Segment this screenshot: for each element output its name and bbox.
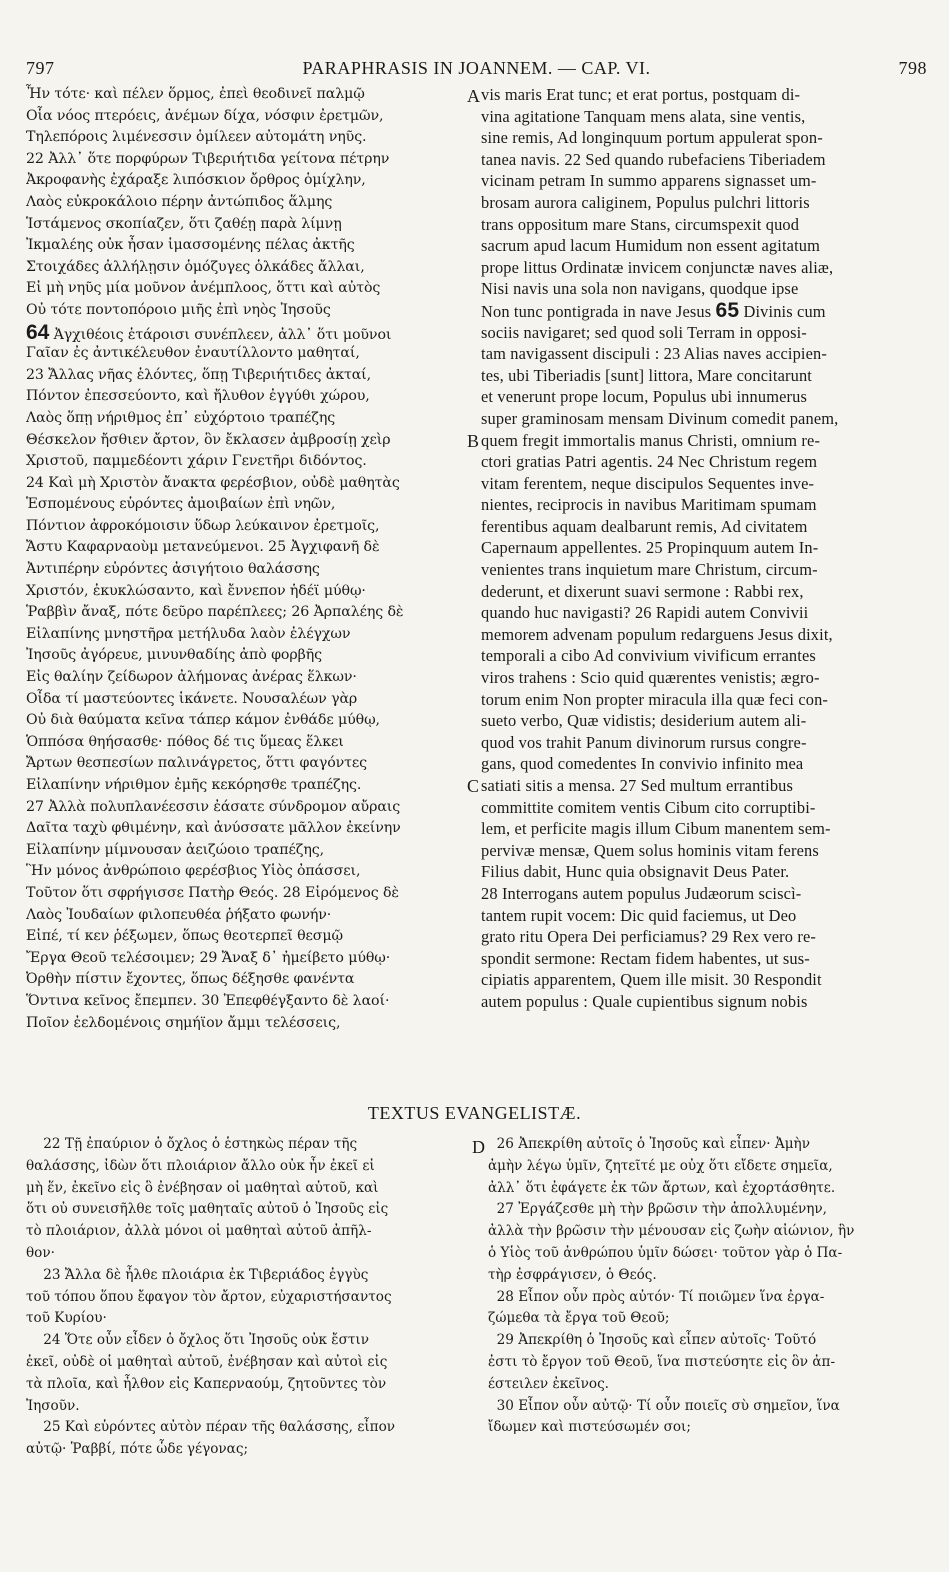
gospel-line: ἴδωμεν καὶ πιστεύσωμέν σοι; — [488, 1419, 691, 1436]
latin-line: dederunt, et dixerunt suavi sermone : Rabbi rex, — [481, 581, 804, 601]
greek-verse-line: Λαὸς εὐκροκάλοιο πέρην ἀντώπιδος ἅλμης — [26, 193, 333, 210]
gospel-line: 27 Ἐργάζεσθε μὴ τὴν βρῶσιν τὴν ἀπολλυμένην, — [488, 1201, 827, 1218]
latin-line: pervivæ mensæ, Quem solus hominis vitam ferens — [481, 840, 819, 860]
latin-line: vis maris Erat tunc; et erat portus, postquam di- — [481, 85, 801, 104]
latin-line: Capernaum appellentes. 25 Propinquum autem In- — [481, 538, 819, 558]
gospel-line: 26 Ἀπεκρίθη αὐτοῖς ὁ Ἰησοῦς καὶ εἶπεν· Ἀμὴν — [488, 1136, 810, 1152]
latin-line: sacrum apud lacum Humidum non essent agitatum — [481, 236, 821, 256]
gospel-line: θον· — [26, 1244, 55, 1261]
latin-line: gans, quod comedentes In convivio infinito mea — [481, 754, 804, 774]
greek-verse-line: Οὐ τότε ποντοπόροιο μιῆς ἐπὶ νηὸς Ἰησοῦς — [26, 301, 331, 318]
gospel-line: ἐκεῖ, οὐδὲ οἱ μαθηταὶ αὐτοῦ, ἐνέβησαν καὶ αὐτοὶ εἰς — [26, 1353, 388, 1370]
gospel-line: Ἰησοῦν. — [26, 1397, 80, 1414]
latin-line: vitam ferentem, neque discipulos Sequentes inve- — [481, 473, 815, 493]
latin-translation-column — [481, 84, 927, 1013]
running-title: PARAPHRASIS IN JOANNEM. — CAP. VI. — [302, 58, 651, 78]
latin-line: et venerunt prope locum, Populus ubi innumerus — [481, 387, 808, 407]
latin-line: quod vos trahit Panum divinorum rursus congre- — [481, 732, 807, 752]
latin-line: trans oppositum mare Stans, circumspexit quod — [481, 214, 800, 234]
greek-verse-line: Ἄρτων θεσπεσίων παλινάγρετος, ὅττι φαγόντες — [26, 755, 368, 772]
latin-line: nientes, reciprocis in navibus Maritimam spumam — [481, 495, 817, 515]
gospel-line: μὴ ἕν, ἐκεῖνο εἰς ὃ ἐνέβησαν οἱ μαθηταὶ αὐτοῦ, καὶ — [26, 1179, 379, 1196]
margin-letter-a: A — [467, 86, 480, 106]
latin-line — [481, 300, 927, 322]
greek-verse-line: Ἣν μόνος ἀνθρώποιο φερέσβιος Υἱὸς ὀπάσσει, — [26, 863, 361, 880]
gospel-line: έστειλεν ἐκεῖνος. — [488, 1375, 610, 1392]
greek-verse-line: Ἰησοῦς ἀγόρευε, μινυνθαδίης ἀπὸ φορβῆς — [26, 647, 322, 664]
greek-verse-line: Πόντον ἐπεσσεύοντο, καὶ ἤλυθον ἐγγύθι χώρου, — [26, 388, 370, 405]
margin-letter-c: C — [467, 776, 480, 796]
latin-line: ctori gratias Patri agentis. 24 Nec Christum regem — [481, 452, 818, 472]
latin-line: ferentibus aquam dealbarunt remis, Ad civitatem — [481, 516, 808, 536]
latin-line: prope littus Ordinatæ invicem conjunctæ naves aliæ, — [481, 257, 834, 277]
gospel-line: τὸ πλοιάριον, ἀλλὰ μόνοι οἱ μαθηταὶ αὐτοῦ ἀπῆλ- — [26, 1223, 372, 1240]
latin-line: lem, et perficite magis illum Cibum manentem sem- — [481, 819, 831, 839]
latin-line: tantem rupit vocem: Dic quid faciemus, ut Deo — [481, 905, 797, 925]
latin-line: sociis navigaret; sed quod soli Terram in opposi- — [481, 322, 807, 342]
greek-verse-line: Χριστόν, ἐκυκλώσαντο, καὶ ἔννεπον ἡδέϊ μύθῳ· — [26, 582, 366, 599]
greek-verse-line: Στοιχάδες ἀλλήλῃσιν ὁμόζυγες ὁλκάδες ἄλλαι, — [26, 258, 365, 275]
greek-paraphrase-column — [26, 84, 464, 1034]
gospel-line: 22 Τῇ ἐπαύριον ὁ ὄχλος ὁ ἑστηκὼς πέραν τῆς — [26, 1136, 358, 1152]
greek-verse-line: Ἄστυ Καφαρναοὺμ μετανεύμενοι. 25 Ἀγχιφανῆ δὲ — [26, 539, 380, 556]
latin-line: memorem advenam populum redarguens Jesus dixit, — [481, 624, 833, 644]
latin-line: torum enim Non propter miracula illa quæ feci con- — [481, 689, 829, 709]
latin-line: Filius dabit, Hunc quia obsignavit Deus Pater. — [481, 862, 790, 882]
greek-verse-line: Γαῖαν ἐς ἀντικέλευθον ἐναυτίλλοντο μαθηταί, — [26, 345, 360, 362]
greek-verse-line: 27 Ἀλλὰ πολυπλανέεσσιν ἐάσατε σύνδρομον αὔραις — [26, 798, 401, 815]
gospel-line: τὰ πλοῖα, καὶ ἦλθον εἰς Καπερναούμ, ζητοῦντες τὸν — [26, 1375, 387, 1392]
latin-line: vicinam petram In summo apparens signasset um- — [481, 171, 817, 191]
latin-line: Nisi navis una sola non navigans, quodque ipse — [481, 279, 799, 299]
line-text: Non tunc pontigrada in nave Jesus — [481, 301, 716, 321]
margin-letter-b: B — [467, 431, 480, 451]
latin-line: tanea navis. 22 Sed quando rubefaciens Tiberiadem — [481, 149, 826, 169]
margin-letter-d: D — [472, 1137, 485, 1157]
greek-verse-line — [26, 322, 464, 344]
gospel-line: 25 Καὶ εὑρόντες αὐτὸν πέραν τῆς θαλάσσης, εἶπον — [26, 1419, 396, 1436]
gospel-line: ἀλλ᾽ ὅτι ἐφάγετε ἐκ τῶν ἄρτων, καὶ ἐχορτάσθητε. — [488, 1179, 836, 1196]
latin-line: brosam aurora caliginem, Populus pulchri littoris — [481, 192, 810, 212]
gospel-line: τὴρ ἐσφράγισεν, ὁ Θεός. — [488, 1266, 657, 1283]
greek-verse-line: Εἰλαπίνην νήριθμον ἐμῆς κεκόρησθε τραπέζης. — [26, 777, 362, 793]
gospel-line: ἀλλὰ τὴν βρῶσιν τὴν μένουσαν εἰς ζωὴν αἰώνιον, ἣν — [488, 1223, 855, 1240]
greek-verse-line: Τηλεπόροις λιμένεσσιν ὁμίλεεν αὐτομάτη νηῦς. — [26, 129, 367, 146]
greek-verse-line: Χριστοῦ, παμμεδέοντι χάριν Γενετῆρι διδόντος. — [26, 453, 367, 470]
greek-verse-line: Εἰλαπίνης μνηστῆρα μετήλυδα λαὸν ἐλέγχων — [26, 625, 351, 642]
greek-verse-line: Εἰπέ, τί κεν ῥέξωμεν, ὅπως θεοτερπεῖ θεσμῷ — [26, 928, 343, 945]
greek-verse-line: Ποῖον ἐελδομένοις σημήϊον ἄμμι τελέσσεις, — [26, 1014, 341, 1031]
latin-line: cipiatis apparentem, Quem ille misit. 30 Respondit — [481, 970, 822, 990]
greek-verse-line: Πόντιον ἀφροκόμοισιν ὕδωρ λεύκαινον ἐρετμοῖς, — [26, 517, 380, 534]
greek-verse-line: 24 Καὶ μὴ Χριστὸν ἄνακτα φερέσβιον, οὐδὲ μαθητὰς — [26, 474, 400, 491]
greek-verse-line: Ἔργα Θεοῦ τελέσοιμεν; 29 Ἄναξ δ᾽ ἠμείβετο μύθῳ· — [26, 949, 391, 966]
gospel-line: 23 Ἄλλα δὲ ἦλθε πλοιάρια ἐκ Τιβεριάδος ἐγγὺς — [26, 1266, 369, 1283]
greek-verse-line: Ὅντινα κεῖνος ἔπεμπεν. 30 Ἐπεφθέγξαντο δὲ λαοί· — [26, 992, 390, 1009]
latin-line: quem fregit immortalis manus Christi, omnium re- — [481, 430, 821, 450]
gospel-text-left-column — [26, 1134, 468, 1461]
gospel-text-right-column — [488, 1134, 928, 1439]
latin-line: spondit sermone: Rectam fidem habentes, ut sus- — [481, 948, 810, 968]
gospel-line: 29 Ἀπεκρίθη ὁ Ἰησοῦς καὶ εἶπεν αὐτοῖς· Τοῦτό — [488, 1332, 817, 1349]
greek-verse-line: Οἷα νόος πτερόεις, ἀνέμων δίχα, νόσφιν ἐρετμῶν, — [26, 107, 384, 124]
latin-line: sine remis, Ad longinquum portum appulerat spon- — [481, 128, 823, 148]
gospel-line: ἐστι τὸ ἔργον τοῦ Θεοῦ, ἵνα πιστεύσητε εἰς ὃν ἀπ- — [488, 1353, 836, 1370]
line-text-after: Divinis cum — [739, 301, 826, 321]
latin-line: satiati sitis a mensa. 27 Sed multum errantibus — [481, 776, 794, 795]
greek-verse-line: Δαῖτα ταχὺ φθιμένην, καὶ ἀνύσσατε μᾶλλον ἐκείνην — [26, 820, 401, 837]
greek-verse-line: Οἶδα τί μαστεύοντες ἱκάνετε. Νουσαλέων γὰρ — [26, 690, 358, 707]
latin-line: committite comitem ventis Cibum cito corruptibi- — [481, 797, 816, 817]
latin-line: viros trahens : Scio quid quærentes venistis; ægro- — [481, 668, 820, 688]
greek-verse-line: 23 Ἄλλας νῆας ἑλόντες, ὅπῃ Τιβεριήτιδες ἀκταί, — [26, 366, 372, 383]
latin-line: venientes trans inquietum mare Christum, circum- — [481, 560, 818, 580]
greek-verse-line: Ἑσπομένους εὑρόντες ἀμοιβαίων ἐπὶ νηῶν, — [26, 496, 336, 513]
latin-line: sueto verbo, Quæ vidistis; desiderium autem ali- — [481, 711, 807, 731]
latin-line: temporali a cibo Ad convivium vivificum errantes — [481, 646, 816, 666]
gospel-line: ζώμεθα τὰ ἔργα τοῦ Θεοῦ; — [488, 1310, 670, 1327]
section-number: 65 — [715, 299, 740, 322]
greek-verse-line: Εἰς θαλίην ζείδωρον ἀλήμονας ἀνέρας ἕλκων· — [26, 669, 357, 686]
line-text: Ἀγχιθέοις ἑτάροισι συνέπλεεν, ἀλλ᾽ ὅτι μοῦνοι — [49, 326, 392, 343]
latin-line: quando huc navigasti? 26 Rapidi autem Convivii — [481, 603, 809, 623]
greek-verse-line: Ἱστάμενος σκοπίαζεν, ὅτι ζαθέῃ παρὰ λίμνῃ — [26, 215, 342, 232]
latin-line: super graminosam mensam Divinum comedit panem, — [481, 408, 839, 428]
gospel-line: ὁ Υἱὸς τοῦ ἀνθρώπου ὑμῖν δώσει· τοῦτον γὰρ ὁ Πα- — [488, 1244, 843, 1261]
gospel-line: αὐτῷ· Ῥαββί, πότε ὧδε γέγονας; — [26, 1441, 249, 1458]
greek-verse-line: Ὁππόσα θηήσασθε· πόθος δέ τις ὕμεας ἕλκει — [26, 733, 344, 750]
latin-line: tes, ubi Tiberiadis [sunt] littora, Mare concitarunt — [481, 365, 813, 385]
gospel-line: 28 Εἶπον οὖν πρὸς αὐτόν· Τί ποιῶμεν ἵνα ἐργα- — [488, 1288, 825, 1305]
greek-verse-line: Λαὸς ὅπῃ νήριθμος ἐπ᾽ εὐχόρτοιο τραπέζης — [26, 409, 336, 426]
gospel-line: 30 Εἶπον οὖν αὐτῷ· Τί οὖν ποιεῖς σὺ σημεῖον, ἵνα — [488, 1397, 840, 1414]
gospel-line: τοῦ τόπου ὅπου ἔφαγον τὸν ἄρτον, εὐχαριστήσαντος — [26, 1288, 392, 1305]
gospel-line: θαλάσσης, ἰδὼν ὅτι πλοιάριον ἄλλο οὐκ ἦν ἐκεῖ εἰ — [26, 1157, 375, 1174]
greek-verse-line: Εἰ μὴ νηῦς μία μοῦνον ἀνέμπλοος, ὅττι καὶ αὐτὸς — [26, 280, 381, 297]
gospel-line: ὅτι οὐ συνεισῆλθε τοῖς μαθηταῖς αὐτοῦ ὁ Ἰησοῦς εἰς — [26, 1201, 389, 1218]
greek-verse-line: Οὐ διὰ θαύματα κεῖνα τάπερ κάμον ἐνθάδε μύθῳ, — [26, 712, 380, 729]
greek-verse-line: Ὀρθὴν πίστιν ἔχοντες, ὅπως δέξησθε φανέντα — [26, 971, 355, 988]
gospel-line: 24 Ὅτε οὖν εἶδεν ὁ ὄχλος ὅτι Ἰησοῦς οὐκ ἔστιν — [26, 1332, 369, 1349]
latin-line: autem populus : Quale cupientibus signum nobis — [481, 991, 808, 1011]
greek-verse-line: Ἀκροφανὴς ἐχάραξε λιπόσκιον ὄρθρος ὁμίχλην, — [26, 172, 366, 189]
latin-line: grato ritu Opera Dei perficiamus? 29 Rex vero re- — [481, 927, 817, 947]
page-number-left: 797 — [26, 58, 55, 78]
latin-line: tam navigassent discipuli : 23 Alias naves accipien- — [481, 344, 828, 364]
greek-verse-line: Ἀντιπέρην εὑρόντες ἀσιγήτοιο θαλάσσης — [26, 561, 320, 578]
greek-verse-line: Θέσκελον ἤσθιεν ἄρτον, ὃν ἔκλασεν ἀμβροσίῃ χεὶρ — [26, 431, 391, 448]
latin-line: 28 Interrogans autem populus Judæorum sciscì- — [481, 883, 802, 903]
gospel-line: τοῦ Κυρίου· — [26, 1310, 107, 1327]
section-number: 64 — [26, 321, 50, 344]
section-heading: TEXTUS EVANGELISTÆ. — [367, 1103, 582, 1123]
greek-verse-line: 22 Ἀλλ᾽ ὅτε πορφύρων Τιβεριήτιδα γείτονα πέτρην — [26, 150, 390, 167]
greek-verse-line: Ῥαββὶν ἄναξ, πότε δεῦρο παρέπλεες; 26 Ἀρπαλέης δὲ — [26, 604, 404, 621]
greek-verse-line: Εἰλαπίνην μίμνουσαν ἀειζώοιο τραπέζης, — [26, 841, 325, 858]
page-number-right: 798 — [898, 58, 927, 78]
latin-line: vina agitatione Tanquam mens alata, sine ventis, — [481, 106, 806, 126]
greek-verse-line: Ἰκμαλέης οὐκ ἦσαν ἱμασσομένης πέλας ἀκτῆς — [26, 237, 355, 254]
greek-verse-line: Λαὸς Ἰουδαίων φιλοπευθέα ῥήξατο φωνήν· — [26, 906, 332, 923]
greek-verse-line: Τοῦτον ὅτι σφρήγισσε Πατὴρ Θεός. 28 Εἰρόμενος δὲ — [26, 884, 399, 901]
gospel-line: ἀμὴν λέγω ὑμῖν, ζητεῖτέ με οὐχ ὅτι εἴδετε σημεῖα, — [488, 1157, 833, 1174]
greek-verse-line: Ἦν τότε· καὶ πέλεν ὅρμος, ἐπεὶ θεοδινεῖ παλμῷ — [26, 86, 365, 102]
